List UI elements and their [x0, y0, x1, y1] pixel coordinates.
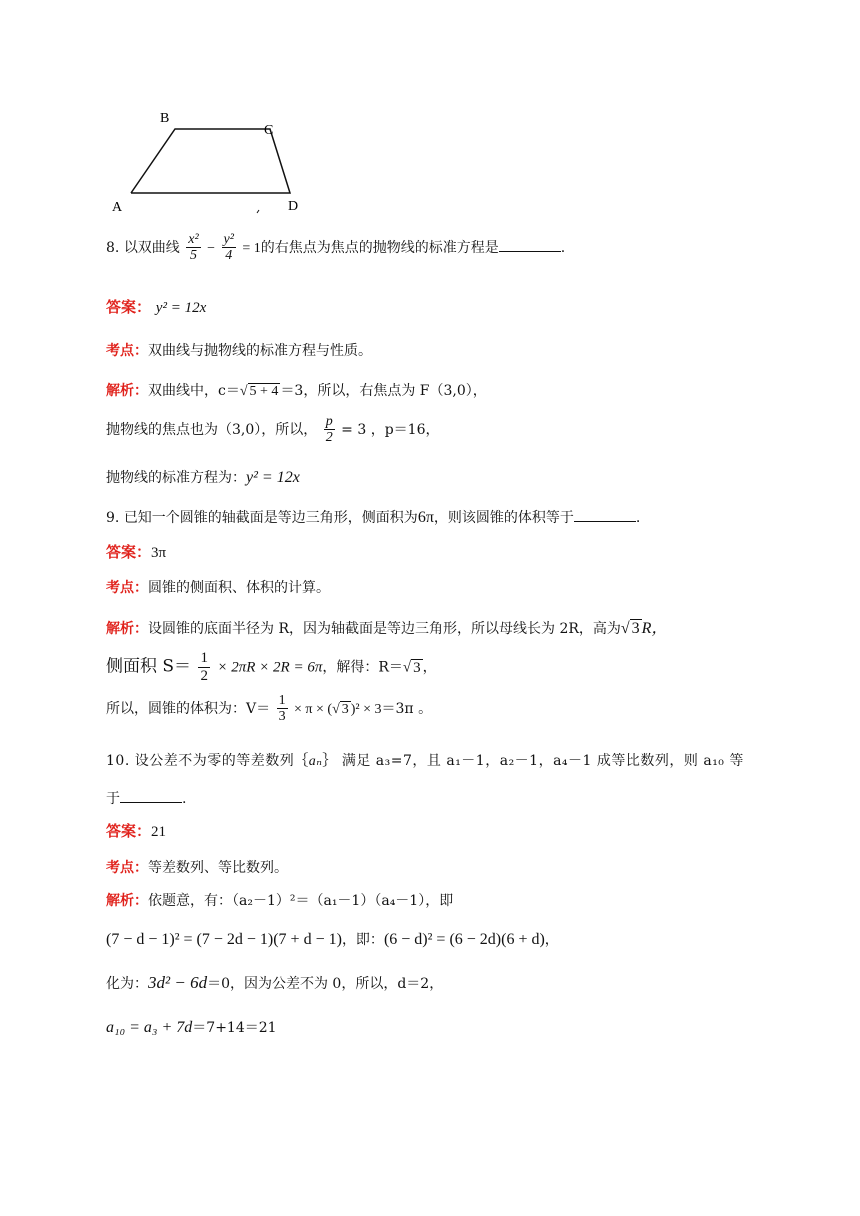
- solution-label: 解析：: [106, 383, 148, 399]
- a10-sol2b: ，即：: [341, 932, 384, 948]
- a8-topic-text: 双曲线与抛物线的标准方程与性质。: [148, 343, 372, 359]
- a10-sol4b: ＝7+14＝21: [192, 1020, 277, 1036]
- q10-line1: [106, 750, 744, 770]
- q9-text-c: ，则该圆锥的体积等于: [433, 510, 574, 526]
- a9-sol-line1: 解析：设圆锥的底面半径为 R，因为轴截面是等边三角形，所以母线长为 2R，高为√ 3 R，: [106, 620, 668, 637]
- trapezoid-figure: [100, 100, 320, 220]
- a10-sol2c: (6 − d)² = (6 − 2d)(6 + d): [383, 931, 545, 948]
- q8-line: 8. 以双曲线 $\frac{\text{x²}}{5}$ − $\frac{\text{y²}}{4}$ = 1的右焦点为焦点的抛物线的标准方程是 .: [106, 232, 566, 264]
- a9-sol1a: 设圆锥的底面半径为 R，因为轴截面是等边三角形，所以母线长为 2R，高为: [148, 621, 621, 637]
- a9-sol2a: 侧面积 S＝: [106, 656, 192, 677]
- a10-sol2a: (7 − d − 1)² = (7 − 2d − 1)(7 + d − 1): [106, 931, 342, 948]
- a10-topic-text: 等差数列、等比数列。: [148, 860, 288, 876]
- a10-sol3c: ＝0，因为公差不为 0，所以，d＝2，: [207, 976, 444, 992]
- q9-line: [106, 507, 640, 527]
- a8-sol2a: 抛物线的焦点也为（3,0），所以，: [106, 421, 318, 438]
- answer-label: 答案：: [106, 822, 152, 840]
- q10-blank: [120, 790, 182, 803]
- a10-sol4a: a₁₀ = a₃ + 7d: [106, 1019, 193, 1036]
- a8-sol2b: = 3 ，p＝16，: [341, 421, 440, 438]
- trapezoid-shape: [131, 129, 290, 193]
- a9-sol-line3: 所以，圆锥的体积为：V＝ $\frac{1}{3}$ × π × (√ 3 )² × 3＝3π 。: [106, 693, 433, 725]
- q8-lead: 以双曲线: [123, 239, 180, 256]
- q9-number: 9.: [106, 510, 120, 526]
- label-b: B: [160, 111, 170, 126]
- q8-number: 8.: [106, 239, 120, 256]
- a8-sqrt: 5 + 4: [249, 384, 279, 399]
- solution-label: 解析：: [106, 893, 148, 909]
- a9-sol3b: × π × (: [294, 701, 333, 717]
- q8-frac1: $\frac{\text{x²}}{5}$: [188, 232, 199, 264]
- a10-sol-line3: [106, 973, 443, 993]
- q10-number: 10.: [106, 753, 130, 769]
- a9-frac2: $\frac{1}{3}$: [278, 693, 286, 725]
- solution-label: 解析：: [106, 621, 148, 637]
- label-c: C: [264, 123, 274, 138]
- a10-sol3a: 化为：: [106, 976, 148, 992]
- topic-label: 考点：: [106, 580, 148, 596]
- a9-sol2c: ，解得：R＝: [322, 659, 403, 676]
- a9-sol3c: )² × 3: [350, 701, 382, 717]
- q8-tail: 的右焦点为焦点的抛物线的标准方程是: [260, 239, 499, 256]
- a9-sqrt1: 3: [631, 620, 640, 637]
- a8-answer-value: y² = 12x: [155, 300, 207, 316]
- a10-sol2d: ，: [544, 932, 559, 948]
- q9-text-a: 已知一个圆锥的轴截面是等边三角形，侧面积为: [123, 510, 418, 526]
- a9-sol3a: 所以，圆锥的体积为：V＝: [106, 700, 271, 717]
- a8-sol-line2: [106, 414, 440, 446]
- q8-blank: [499, 239, 561, 252]
- q8-frac2: $\frac{\text{y²}}{4}$: [223, 232, 234, 264]
- a10-sol3b: 3d² − 6d: [148, 973, 208, 992]
- q9-end: .: [635, 510, 641, 526]
- a10-answer: [106, 820, 166, 841]
- a9-sol2d: ，: [422, 659, 437, 676]
- a8-sol1a: 双曲线中，c＝: [148, 383, 240, 399]
- a8-frac: $\frac{p}{2}$: [325, 414, 333, 446]
- a9-answer-value: 3π: [151, 545, 167, 561]
- q10-an: aₙ: [308, 754, 323, 769]
- a9-sol-line2: 侧面积 S＝ $\frac{1}{2}$ × 2πR × 2R = 6π，解得：R＝√ 3 ，: [106, 650, 437, 684]
- a8-sol3b: y² = 12x: [246, 469, 300, 486]
- topic-label: 考点：: [106, 860, 148, 876]
- label-a: A: [112, 200, 123, 215]
- a10-topic: [106, 857, 288, 877]
- a9-topic: [106, 577, 330, 597]
- a9-sol1b: R，: [641, 620, 668, 637]
- q9-text-b: 6π: [417, 509, 434, 526]
- a9-topic-text: 圆锥的侧面积、体积的计算。: [148, 580, 330, 596]
- q10-line2: [106, 788, 186, 808]
- q8-rhs: = 1: [242, 240, 261, 256]
- a8-sol1b: ＝3，所以，右焦点为 F（3,0），: [280, 383, 487, 399]
- a10-sol-line1: [106, 890, 453, 910]
- a10-sol-line4: [106, 1017, 277, 1037]
- a9-sqrt2: 3: [413, 659, 421, 676]
- answer-label: 答案：: [106, 543, 152, 561]
- q10-text-a: 设公差不为零的等差数列｛: [134, 753, 309, 769]
- a9-sol2b: × 2πR × 2R = 6π: [217, 659, 323, 676]
- a10-answer-value: 21: [151, 824, 167, 840]
- q10-end: .: [182, 791, 187, 807]
- a8-topic: [106, 340, 372, 360]
- a9-answer: [106, 541, 166, 562]
- a9-sqrt3: 3: [341, 701, 349, 717]
- a8-sol-line3: [106, 467, 300, 487]
- a10-sol1: 依题意，有：（a₂－1）²＝（a₁－1）（a₄－1），即: [148, 893, 454, 909]
- a8-sol3a: 抛物线的标准方程为：: [106, 470, 246, 486]
- q10-text-b: ｝ 满足 a₃=7，且 a₁－1，a₂－1，a₄－1 成等比数列，则 a₁₀ 等: [322, 753, 744, 769]
- a8-answer: [106, 296, 206, 317]
- q10-text-c: 于: [106, 791, 120, 807]
- q8-end: .: [560, 239, 566, 256]
- a9-frac1: $\frac{1}{2}$: [200, 650, 208, 684]
- a10-sol-line2: [106, 929, 559, 949]
- a9-sol3d: ＝3π 。: [381, 700, 433, 717]
- label-d: D: [288, 199, 299, 214]
- topic-label: 考点：: [106, 343, 148, 359]
- a8-sol-line1: 解析：双曲线中，c＝√ 5 + 4 ＝3，所以，右焦点为 F（3,0），: [106, 383, 487, 399]
- stray-mark: [257, 210, 259, 213]
- answer-label: 答案：: [106, 298, 152, 316]
- q9-blank: [574, 509, 636, 522]
